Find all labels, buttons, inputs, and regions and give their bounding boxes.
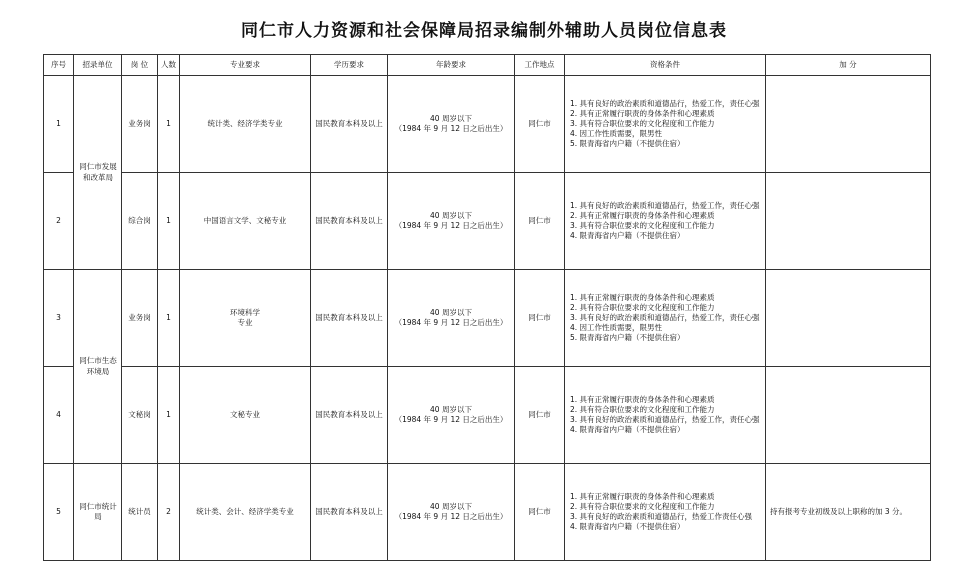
position-table [43, 54, 931, 561]
cell-post: 统计员 [122, 464, 158, 561]
cell-no: 2 [44, 173, 74, 270]
cell-bonus: 持有报考专业初级及以上职称的加 3 分。 [766, 464, 931, 561]
cell-no: 3 [44, 270, 74, 367]
cell-age: 40 周岁以下 （1984 年 9 月 12 日之后出生） [388, 464, 515, 561]
header-row [44, 55, 931, 76]
cell-qualifications: 1. 具有正常履行职责的身体条件和心理素质 2. 具有符合职位要求的文化程度和工作能力 3. 具有良好的政治素质和道德品行，热爱工作责任心强 4. 限青海省内户籍（不提供住宿） [565, 464, 766, 561]
table-row [44, 173, 931, 270]
cell-count: 2 [158, 464, 180, 561]
cell-no: 4 [44, 367, 74, 464]
cell-major: 文秘专业 [180, 367, 311, 464]
cell-qualifications: 1. 具有正常履行职责的身体条件和心理素质 2. 具有符合职位要求的文化程度和工作能力 3. 具有良好的政治素质和道德品行，热爱工作，责任心强 4. 限青海省内户籍（不提供住宿） [565, 367, 766, 464]
cell-education: 国民教育本科及以上 [311, 270, 388, 367]
cell-major: 中国语言文学、文秘专业 [180, 173, 311, 270]
cell-no: 1 [44, 76, 74, 173]
cell-post: 业务岗 [122, 76, 158, 173]
cell-major: 环境科学 专业 [180, 270, 311, 367]
cell-qualifications: 1. 具有正常履行职责的身体条件和心理素质 2. 具有符合职位要求的文化程度和工作能力 3. 具有良好的政治素质和道德品行，热爱工作，责任心强 4. 因工作性质需要，限男性 5. 限青海省内户籍（不提供住宿） [565, 270, 766, 367]
cell-education: 国民教育本科及以上 [311, 464, 388, 561]
cell-bonus [766, 76, 931, 173]
cell-place: 同仁市 [515, 173, 565, 270]
cell-education: 国民教育本科及以上 [311, 76, 388, 173]
header-major: 专业要求 [180, 55, 311, 76]
page-title: 同仁市人力资源和社会保障局招录编制外辅助人员岗位信息表 [241, 21, 727, 41]
cell-major: 统计类、经济学类专业 [180, 76, 311, 173]
header-education: 学历要求 [311, 55, 388, 76]
table-row [44, 367, 931, 464]
header-post: 岗 位 [122, 55, 158, 76]
cell-age: 40 周岁以下 （1984 年 9 月 12 日之后出生） [388, 173, 515, 270]
cell-age: 40 周岁以下 （1984 年 9 月 12 日之后出生） [388, 270, 515, 367]
cell-age: 40 周岁以下 （1984 年 9 月 12 日之后出生） [388, 367, 515, 464]
cell-count: 1 [158, 76, 180, 173]
cell-education: 国民教育本科及以上 [311, 367, 388, 464]
cell-unit: 同仁市发展和改革局 [74, 76, 122, 270]
header-place: 工作地点 [515, 55, 565, 76]
cell-age: 40 周岁以下 （1984 年 9 月 12 日之后出生） [388, 76, 515, 173]
cell-count: 1 [158, 173, 180, 270]
cell-post: 综合岗 [122, 173, 158, 270]
cell-education: 国民教育本科及以上 [311, 173, 388, 270]
cell-place: 同仁市 [515, 367, 565, 464]
header-count: 人数 [158, 55, 180, 76]
header-age: 年龄要求 [388, 55, 515, 76]
cell-count: 1 [158, 367, 180, 464]
cell-major: 统计类、会计、经济学类专业 [180, 464, 311, 561]
cell-no: 5 [44, 464, 74, 561]
cell-count: 1 [158, 270, 180, 367]
cell-post: 文秘岗 [122, 367, 158, 464]
header-bonus: 加 分 [766, 55, 931, 76]
cell-place: 同仁市 [515, 76, 565, 173]
cell-post: 业务岗 [122, 270, 158, 367]
cell-bonus [766, 367, 931, 464]
header-no: 序号 [44, 55, 74, 76]
cell-place: 同仁市 [515, 270, 565, 367]
header-unit: 招录单位 [74, 55, 122, 76]
cell-unit: 同仁市生态环境局 [74, 270, 122, 464]
cell-qualifications: 1. 具有良好的政治素质和道德品行，热爱工作，责任心强 2. 具有正常履行职责的身体条件和心理素质 3. 具有符合职位要求的文化程度和工作能力 4. 限青海省内户籍（不提供住宿） [565, 173, 766, 270]
cell-place: 同仁市 [515, 464, 565, 561]
table-row [44, 464, 931, 561]
cell-bonus [766, 270, 931, 367]
cell-qualifications: 1. 具有良好的政治素质和道德品行，热爱工作，责任心强 2. 具有正常履行职责的身体条件和心理素质 3. 具有符合职位要求的文化程度和工作能力 4. 因工作性质需要，限男性 5. 限青海省内户籍（不提供住宿） [565, 76, 766, 173]
header-qualifications: 资格条件 [565, 55, 766, 76]
cell-bonus [766, 173, 931, 270]
table-row [44, 270, 931, 367]
table-row [44, 76, 931, 173]
cell-unit: 同仁市统计局 [74, 464, 122, 561]
